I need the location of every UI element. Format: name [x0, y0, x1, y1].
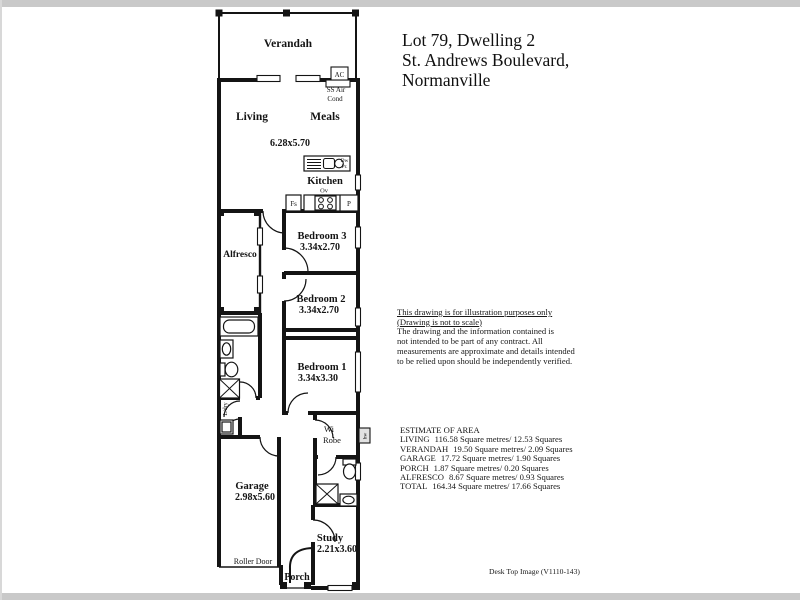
window: [258, 228, 263, 245]
label-ss-air: SS Air: [326, 86, 346, 94]
ensuite-fixtures: [316, 459, 357, 506]
laundry-trough-inner: [222, 422, 231, 432]
disclaimer: [397, 308, 575, 366]
label-roller-door: Roller Door: [233, 557, 273, 566]
verandah-post: [216, 10, 223, 17]
room-label-laundry: L/dry: [223, 402, 229, 416]
door-arc: [260, 437, 279, 456]
window: [296, 76, 320, 82]
window: [356, 308, 361, 326]
disclaimer-line: to be relied upon should be independently verified.: [397, 355, 573, 366]
label-oven: Ov: [320, 187, 328, 195]
room-label-verandah: Verandah: [263, 38, 313, 50]
room-label-wirobe-2: Robe: [323, 435, 341, 445]
porch-post: [304, 582, 311, 589]
dim-bed3: 3.34x2.70: [300, 242, 340, 253]
window: [258, 276, 263, 293]
label-cond: Cond: [327, 95, 343, 103]
room-label-bed2: Bedroom 2: [296, 294, 346, 305]
room-label-alfresco: Alfresco: [223, 250, 257, 260]
room-label-garage: Garage: [235, 481, 269, 492]
wc-bowl: [344, 464, 356, 479]
window: [257, 76, 280, 82]
label-dishwasher-2: Pr.: [341, 164, 348, 170]
basin: [343, 496, 354, 504]
window: [356, 175, 361, 190]
room-label-kitchen: Kitchen: [307, 176, 343, 187]
disclaimer-underlined-1: This drawing is for illustration purposes only: [397, 307, 553, 317]
window: [356, 352, 361, 392]
estimate-of-area: [400, 426, 573, 492]
verandah-post: [352, 10, 359, 17]
disclaimer-underlined-2: (Drawing is not to scale): [397, 316, 482, 327]
label-ac: AC: [334, 71, 345, 79]
estimate-heading: ESTIMATE OF AREA: [400, 425, 480, 435]
title-line-1: Lot 79, Dwelling 2: [402, 30, 536, 50]
dim-study: 2.21x3.60: [317, 544, 357, 555]
estimate-row: ALFRESCO 8.67 Square metres/ 0.93 Squares: [400, 472, 564, 483]
door-arc: [318, 457, 336, 475]
room-label-bed3: Bedroom 3: [297, 231, 347, 242]
window: [356, 227, 361, 248]
property-title: [402, 30, 569, 90]
verandah-post: [283, 10, 290, 17]
wc-cistern: [220, 363, 225, 376]
label-fridge-space: Fs: [290, 200, 297, 208]
estimate-row: VERANDAH 19.50 Square metres/ 2.09 Squares: [400, 443, 573, 454]
wc-bowl: [225, 362, 238, 377]
dim-garage: 2.98x5.60: [235, 492, 275, 503]
estimate-row: LIVING 116.58 Square metres/ 12.53 Squares: [400, 434, 563, 445]
porch-post: [280, 582, 287, 589]
title-line-2: St. Andrews Boulevard,: [402, 50, 570, 70]
dim-bed2: 3.34x2.70: [299, 305, 339, 316]
cooktop: [315, 196, 336, 210]
bathtub-inner: [224, 320, 255, 333]
room-label-porch: Porch: [284, 572, 310, 583]
dim-living: 6.28x5.70: [270, 138, 310, 149]
door-arc: [288, 393, 308, 413]
alfresco-posts: [218, 210, 260, 313]
title-line-3: Normanville: [402, 70, 491, 90]
door-arc: [240, 382, 256, 398]
estimate-row: TOTAL 164.34 Square metres/ 17.66 Squares: [400, 481, 561, 492]
disclaimer-line: not intended to be part of any contract. All: [397, 336, 543, 347]
label-hot-water: hw: [362, 432, 369, 440]
disclaimer-line: The drawing and the information contained is: [397, 326, 555, 337]
room-label-living: Living: [236, 111, 268, 123]
estimate-row: PORCH 1.87 Square metres/ 0.20 Squares: [400, 462, 549, 473]
window: [328, 586, 352, 591]
disclaimer-line: measurements are approximate and details intended: [397, 345, 575, 356]
estimate-row: GARAGE 17.72 Square metres/ 1.90 Squares: [400, 453, 561, 464]
room-label-wirobe-1: Wi: [323, 424, 335, 434]
dim-bed1: 3.34x3.30: [298, 373, 338, 384]
basin: [222, 343, 230, 355]
room-label-meals: Meals: [310, 111, 340, 123]
door-arc: [263, 211, 285, 233]
room-label-study: Study: [316, 533, 344, 544]
corner-post: [352, 582, 359, 589]
windows: [257, 76, 361, 591]
room-label-bed1: Bedroom 1: [297, 362, 347, 373]
footer-note: Desk Top Image (V1110-143): [489, 567, 580, 576]
label-dishwasher-1: Dw: [340, 158, 349, 164]
label-pantry: P: [347, 200, 351, 208]
